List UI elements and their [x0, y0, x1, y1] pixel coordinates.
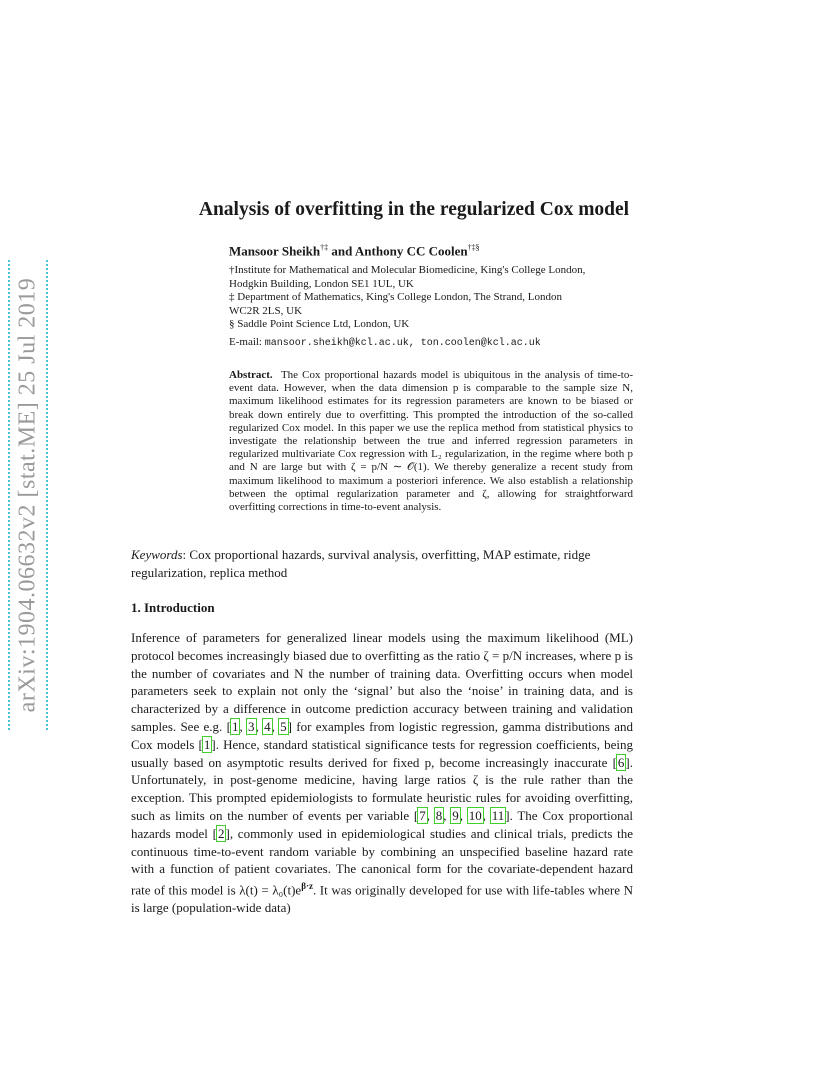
arxiv-identifier: arXiv:1904.06632v2 [stat.ME] 25 Jul 2019 — [14, 277, 41, 713]
email-line — [229, 336, 633, 349]
citation-link[interactable]: 7 — [419, 807, 426, 823]
keywords — [131, 546, 633, 582]
author-separator: and — [328, 243, 355, 259]
citation-link[interactable]: 11 — [491, 807, 505, 823]
citation-link[interactable]: 2 — [217, 825, 225, 841]
citation-separator: , — [443, 807, 452, 823]
affiliation-marks: †‡ — [320, 243, 329, 252]
email-label: E-mail: — [229, 336, 265, 348]
arxiv-stamp — [8, 260, 48, 730]
affiliation-line: § Saddle Point Science Ltd, London, UK — [229, 318, 410, 330]
affiliation-line: WC2R 2LS, UK — [229, 304, 303, 317]
citation-separator: , — [426, 807, 435, 823]
affiliation-marks: †‡§ — [467, 243, 480, 252]
section-heading: 1. Introduction — [131, 600, 215, 615]
citation-separator: , — [239, 718, 248, 734]
abstract — [229, 369, 633, 514]
intro-text: for examples from logistic regression, gamma distributions and Cox models — [131, 718, 633, 752]
citation-link[interactable]: 6 — [617, 754, 625, 770]
citation-link[interactable]: 5 — [280, 718, 287, 734]
intro-text: , commonly used in epidemiological studies and clinical trials, predicts the continuous time-to-event random variable by combining an unspecified baseline hazard rate with a function of patient covariates. The canonical form for the covariate-dependent hazard rate of this model is λ(t) = λ₀(t)e — [131, 825, 633, 898]
citation-link[interactable]: 9 — [452, 807, 459, 823]
abstract-body: The Cox proportional hazards model is ubiquitous in the analysis of time-to-event data. However, when the data dimension p is comparable to the sample size N, maximum likelihood estimates for its regression parameters are known to be biased or break down entirely due to overfitting. This prompted the introduction of the so-called regularized Cox model. In this paper we use the replica method from statistical physics to investigate the relationship between the true and inferred regression parameters in regularized multivariate Cox regression with L₂ regularization, in the regime where both p and N are large but with ζ = p/N ∼ 𝒪(1). We thereby generalize a recent study from maximum likelihood to maximum a posteriori inference. We also establish a relationship between the optimal regularization parameter and ζ, allowing for straightforward overfitting corrections in time-to-event analysis. — [229, 369, 634, 514]
citation-separator: , — [459, 807, 468, 823]
author-name: Anthony CC Coolen — [354, 243, 468, 259]
exponent: β·z — [301, 881, 313, 892]
affiliation-line: †Institute for Mathematical and Molecular Biomedicine, King's College London, — [229, 264, 586, 276]
introduction-paragraph: Inference of parameters for generalized linear models using the maximum likelihood (ML) protocol becomes increasingly biased due to overfitting as the ratio ζ = p/N increases, where p is the number of covariates and N the number of training data. Overfitting occurs when model parameters seek to explain not only the ‘signal’ but also the ‘noise’ in training data, and is characterized by a difference in outcome prediction accuracy between training and validation samples. See e.g. [1, 3, 4, 5] for examples from logistic regression, gamma distributions and Cox models [1]. Hence, standard statistical significance tests for regression coefficients, being usually based on asymptotic results derived for fixed p, become increasingly inaccurate [6]. Unfortunately, in post-genome medicine, having large ratios ζ is the rule rather than the exception. This prompted epidemiologists to formulate heuristic rules for avoiding overfitting, such as limits on the number of events per variable [7, 8, 9, 10, 11]. The Cox proportional hazards model [2], commonly used in epidemiological studies and clinical trials, predicts the continuous time-to-event random variable by combining an unspecified baseline hazard rate with a function of patient covariates. The canonical form for the covariate-dependent hazard rate of this model is $\lambda(t) = \lambda_0(t)e^{\beta\cdot z}$. It was originally developed for use with life-tables where N is large (population-wide data) — [131, 630, 634, 916]
intro-text: . Hence, standard statistical significance tests for regression coefficients, being usually based on asymptotic results derived for fixed p, become increasingly inaccurate — [131, 736, 633, 770]
intro-text: . The Cox proportional hazards model — [131, 807, 634, 841]
citation-link[interactable]: 10 — [468, 807, 482, 823]
intro-text: . It was originally developed for use with life-tables where N is large (population-wide data) — [131, 882, 633, 916]
citation-link[interactable]: 1 — [231, 718, 239, 734]
abstract-heading: Abstract. — [229, 369, 273, 381]
paper-title: Analysis of overfitting in the regularized Cox model — [198, 199, 630, 220]
citation-link[interactable]: 8 — [435, 807, 443, 823]
affiliations — [229, 264, 633, 332]
keywords-label: Keywords — [131, 547, 183, 562]
intro-text: . Unfortunately, in post-genome medicine, having large ratios ζ is the rule rather than the exception. This prompted epidemiologists to formulate heuristic rules for avoiding overfitting, such as limits on the number of events per variable — [131, 754, 633, 823]
intro-text: Inference of parameters for generalized linear models using the maximum likelihood (ML) protocol becomes increasingly biased due to overfitting as the ratio ζ = p/N increases, where p is the number of covariates and N the number of training data. Overfitting occurs when model parameters seek to explain not only the ‘signal’ but also the ‘noise’ in training data, and is characterized by a difference in outcome prediction accuracy between training and validation samples. See e.g. — [131, 630, 633, 734]
email-addresses[interactable]: mansoor.sheikh@kcl.ac.uk, ton.coolen@kcl.ac.uk — [264, 338, 541, 349]
citation-link[interactable]: 1 — [203, 736, 211, 752]
citation-separator: , — [271, 718, 280, 734]
citation-separator: , — [255, 718, 264, 734]
author-list — [229, 243, 633, 259]
keywords-text: : Cox proportional hazards, survival analysis, overfitting, MAP estimate, ridge regularization, replica method — [131, 547, 591, 580]
author-name: Mansoor Sheikh — [229, 243, 321, 259]
affiliation-line: Hodgkin Building, London SE1 1UL, UK — [229, 277, 414, 290]
citation-link[interactable]: 4 — [264, 718, 271, 734]
citation-link[interactable]: 3 — [248, 718, 255, 734]
citation-separator: , — [482, 807, 491, 823]
affiliation-line: ‡ Department of Mathematics, King's College London, The Strand, London — [229, 291, 562, 303]
